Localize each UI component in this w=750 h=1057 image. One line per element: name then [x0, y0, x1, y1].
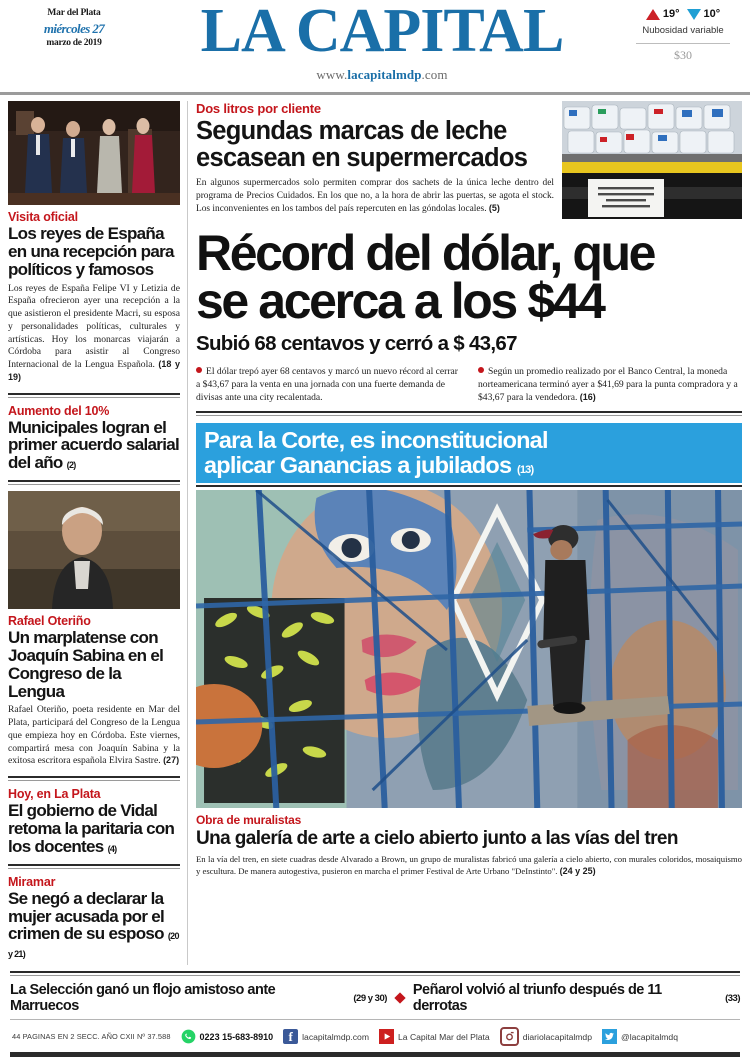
lead-body-text: En algunos supermercados solo permiten comprar dos sachets de la única leche dentro del programa de Precios Cuidados. En los que no, a la hora de abrir las puertas, se agota el stock. Los inconvenientes en los tambos del país repercuten en las góndolas locales.	[196, 178, 554, 215]
dolar-headline-line2: se acerca a los $44	[196, 273, 604, 329]
weather-low	[687, 8, 721, 20]
sidebar-divider-thin	[8, 484, 180, 485]
triangle-down-icon	[687, 9, 701, 20]
main-divider	[196, 411, 742, 413]
sidebar-item-vidal[interactable]	[8, 787, 180, 856]
sidebar-divider	[8, 776, 180, 778]
mural-story[interactable]	[196, 813, 742, 877]
sports-item-2[interactable]: Peñarol volvió al triunfo después de 11 derrotas	[412, 982, 662, 1015]
lead-headline[interactable]	[196, 118, 554, 171]
weather-temps	[624, 8, 742, 20]
sidebar-divider-thin	[8, 397, 180, 398]
sidebar-headline[interactable]	[8, 802, 180, 856]
footer-instagram[interactable]	[500, 1027, 592, 1046]
footer	[0, 1020, 750, 1052]
weather-block	[620, 0, 750, 63]
sidebar-item-miramar[interactable]	[8, 875, 180, 961]
sidebar-headline-text: Se negó a declarar la mujer acusada por el crimen de su esposo	[8, 888, 165, 944]
temp-low-value: 10°	[703, 8, 721, 20]
temp-high-value: 19°	[662, 8, 680, 20]
footer-youtube[interactable]	[379, 1029, 490, 1044]
dolar-subheadline: Subió 68 centavos y cerró a $ 43,67	[196, 332, 517, 355]
facebook-icon: f	[283, 1029, 298, 1044]
royals-photo	[8, 101, 180, 205]
sidebar-item-royals[interactable]	[8, 101, 180, 385]
banner-page-ref: (13)	[516, 463, 534, 476]
lead-kicker: Dos litros por cliente	[196, 101, 321, 116]
banner-corte[interactable]	[196, 423, 742, 483]
youtube-channel: La Capital Mar del Plata	[398, 1031, 490, 1042]
banner-line2-text: aplicar Ganancias a jubilados	[204, 451, 512, 478]
dolar-headline[interactable]	[196, 225, 742, 329]
main-column	[188, 101, 742, 965]
sidebar-kicker: Visita oficial	[8, 210, 78, 224]
dolar-bullet-1-text: El dólar trepó ayer 68 centavos y marcó un nuevo récord al cerrar a $43,67 para la venta en una jornada con una fuerte demanda de divisas ante una city recalentada.	[196, 366, 458, 404]
lead-photo-wrap	[562, 101, 742, 219]
lead-body	[196, 177, 554, 216]
url-suffix: .com	[421, 66, 448, 82]
footer-edition-meta: 44 PAGINAS EN 2 SECC. AÑO CXII Nº 37.588	[12, 1032, 171, 1042]
sidebar-kicker: Miramar	[8, 874, 56, 889]
dolar-headline-line1: Récord del dólar, que	[196, 225, 655, 281]
sidebar-item-oterino[interactable]	[8, 491, 180, 768]
date-block	[0, 0, 144, 50]
lead-headline-line2: escasean en supermercados	[196, 143, 528, 172]
sidebar-item-municipales[interactable]	[8, 404, 180, 473]
bullet-dot-icon	[196, 367, 202, 373]
sidebar-divider-thin	[8, 868, 180, 869]
sidebar-kicker: Aumento del 10%	[8, 403, 110, 418]
weather-high	[646, 8, 680, 20]
sidebar-divider	[8, 393, 180, 395]
url-prefix: www.	[316, 66, 348, 82]
mural-photo	[196, 490, 742, 808]
edition-day: miércoles 27	[43, 20, 105, 36]
banner-line2	[204, 453, 734, 477]
dolar-story[interactable]	[196, 225, 742, 404]
sidebar-body	[8, 704, 180, 768]
lead-story-milk[interactable]	[196, 101, 742, 219]
content-grid	[0, 95, 750, 965]
sidebar-divider-thin	[8, 780, 180, 781]
triangle-up-icon	[646, 9, 660, 20]
banner-divider	[196, 485, 742, 487]
sidebar-kicker: Rafael Oteriño	[8, 614, 91, 629]
twitter-handle: @lacapitalmdq	[621, 1031, 678, 1042]
dolar-bullet-2-text: Según un promedio realizado por el Banco Central, la moneda norteamericana terminó ayer a $41,69 para la punta compradora y a $43,67 para la vendedora.	[478, 366, 738, 404]
whatsapp-icon	[181, 1029, 196, 1044]
masthead	[0, 0, 750, 92]
mural-page-ref: (24 y 25)	[559, 865, 596, 876]
facebook-handle: lacapitalmdp.com	[302, 1031, 369, 1042]
sports-item-2-page: (33)	[725, 992, 740, 1004]
dolar-page-ref: (16)	[579, 392, 596, 403]
dolar-bullet-1	[196, 365, 460, 404]
url-brand: lacapitalmdp	[347, 66, 422, 82]
diamond-separator-icon	[394, 992, 405, 1003]
milk-shelf-photo	[562, 101, 742, 219]
lead-headline-line1: Segundas marcas de leche	[196, 117, 507, 145]
dolar-bullet-2	[478, 365, 742, 404]
whatsapp-number: 0223 15-683-8910	[199, 1031, 274, 1042]
footer-bottom-bar	[10, 1052, 740, 1057]
sidebar-headline[interactable]	[8, 419, 180, 473]
sidebar-divider	[8, 864, 180, 866]
weather-divider	[636, 43, 730, 44]
footer-facebook[interactable]	[283, 1029, 369, 1044]
sports-divider	[10, 971, 740, 973]
cover-price: $30	[674, 47, 692, 62]
lead-story-text	[196, 101, 554, 219]
sidebar-page-ref: (2)	[66, 460, 76, 471]
sidebar-divider	[8, 480, 180, 482]
mural-photo-art	[196, 490, 742, 808]
royals-photo-figures	[8, 101, 180, 205]
mural-kicker: Obra de muralistas	[196, 813, 302, 828]
footer-whatsapp[interactable]	[181, 1029, 274, 1044]
sidebar-page-ref: (18 y 19)	[8, 359, 180, 382]
sidebar-body	[8, 283, 180, 385]
twitter-icon	[602, 1029, 617, 1044]
sidebar-headline[interactable]	[8, 890, 180, 961]
sidebar-page-ref: (20 y 21)	[8, 931, 179, 960]
masthead-logo-area	[144, 0, 620, 83]
sidebar-body-text: Rafael Oteriño, poeta residente en Mar del Plata, participará del Congreso de la Lengua que empieza hoy en Córdoba. Este viernes, compartirá mesa con Joaquín Sabina y la exitosa escritora española Elvira Sastre.	[8, 704, 180, 767]
sidebar-body-text: Los reyes de España Felipe VI y Letizia de España ofrecieron ayer una recepción a la que asistieron el presidente Macri, su esposa y personalidades políticas, culturales y artísticas. Hoy los monarcas viajarán a Córdoba para asistir al Congreso Internacional de la Lengua Española.	[8, 282, 180, 371]
main-divider-thin	[196, 415, 742, 416]
sidebar-page-ref: (27)	[163, 755, 180, 766]
dolar-bullets	[196, 365, 742, 404]
instagram-icon	[500, 1027, 519, 1046]
milk-shelf-photo-art	[562, 101, 742, 219]
edition-city: Mar del Plata	[47, 8, 101, 18]
sidebar-headline[interactable]: Un marplatense con Joaquín Sabina en el Congreso de la Lengua	[8, 628, 164, 701]
sidebar-headline[interactable]: Los reyes de España en una recepción para políticos y famosos	[8, 224, 174, 279]
mural-body	[196, 854, 742, 877]
lead-page-ref: (5)	[488, 203, 500, 214]
mural-headline[interactable]: Una galería de arte a cielo abierto junto a las vías del tren	[196, 828, 678, 850]
sidebar-headline-text: Municipales logran el primer acuerdo salarial del año	[8, 417, 179, 473]
mural-body-text: En la vía del tren, en siete cuadras desde Alvarado a Brown, un grupo de muralistas fabricó una galería a cielo abierto, con murales coloridos, mosaiquismo y escultura. De manera autogestiva, pusieron en marcha el primer Festival de Arte Urbano "DeInstinto".	[196, 854, 742, 876]
youtube-icon	[379, 1029, 394, 1044]
sports-item-1-page: (29 y 30)	[353, 992, 387, 1004]
newspaper-logo: LA CAPITAL	[200, 0, 564, 65]
poet-photo	[8, 491, 180, 609]
sidebar-kicker: Hoy, en La Plata	[8, 787, 101, 802]
sports-strip	[0, 976, 750, 1019]
footer-twitter[interactable]	[602, 1029, 678, 1044]
bullet-dot-icon	[478, 367, 484, 373]
sports-item-1[interactable]: La Selección ganó un flojo amistoso ante Marruecos	[10, 982, 276, 1015]
sidebar-headline-text: El gobierno de Vidal retoma la paritaria con los docentes	[8, 801, 175, 856]
sidebar-page-ref: (4)	[107, 843, 117, 854]
edition-month: marzo de 2019	[46, 38, 102, 49]
weather-description: Nubosidad variable	[642, 25, 724, 36]
website-url[interactable]	[144, 67, 620, 83]
sidebar-column	[8, 101, 188, 965]
banner-line1: Para la Corte, es inconstitucional	[204, 427, 548, 454]
instagram-handle: diariolacapitalmdp	[522, 1031, 592, 1042]
poet-photo-figure	[8, 491, 180, 609]
